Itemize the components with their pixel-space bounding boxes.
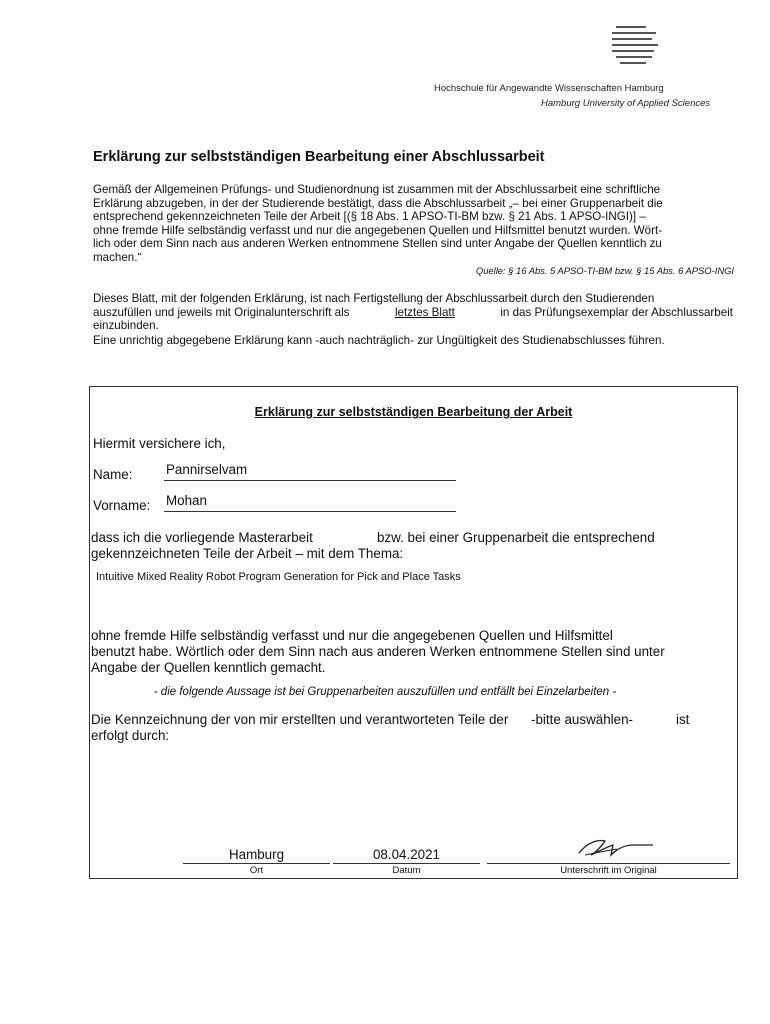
intro-line: machen.“ xyxy=(93,250,142,264)
statement-line: ohne fremde Hilfe selbständig verfasst und nur die angegebenen Quellen und Hilfsmittel xyxy=(91,628,613,643)
datum-label: Datum xyxy=(392,865,421,876)
instructions-line: einzubinden. xyxy=(93,319,159,333)
statement-text: bzw. bei einer Gruppenarbeit die entsprechend xyxy=(377,530,655,545)
signature-label: Unterschrift im Original xyxy=(560,865,657,876)
instructions-text: auszufüllen und jeweils mit Originalunterschrift als xyxy=(93,305,350,319)
form-title: Erklärung zur selbstständigen Bearbeitung der Arbeit xyxy=(254,405,573,419)
instructions-line: Dieses Blatt, mit der folgenden Erklärung, ist nach Fertigstellung der Abschlussarbeit durch den Studierenden xyxy=(93,292,655,305)
intro-line: lich oder dem Sinn nach aus anderen Werken entnommene Stellen sind unter Angabe der Quellen kenntlich zu xyxy=(93,237,662,251)
ort-label: Ort xyxy=(249,865,264,876)
part-selection-dropdown[interactable]: -bitte auswählen- xyxy=(531,712,633,727)
vorname-value: Mohan xyxy=(166,493,207,508)
thesis-topic-field[interactable]: Intuitive Mixed Reality Robot Program Generation for Pick and Place Tasks xyxy=(96,571,461,583)
intro-line: Gemäß der Allgemeinen Prüfungs- und Studienordnung ist zusammen mit der Abschlussarbeit eine schriftliche xyxy=(93,183,661,196)
ort-field[interactable]: Hamburg xyxy=(228,847,285,862)
statement-line: benutzt habe. Wörtlich oder dem Sinn nach aus anderen Werken entnommene Stellen sind unter xyxy=(91,644,665,659)
name-label: Name: xyxy=(93,467,133,482)
haw-logo xyxy=(612,26,662,66)
document-title: Erklärung zur selbstständigen Bearbeitung einer Abschlussarbeit xyxy=(93,149,545,165)
signature-image xyxy=(565,833,655,863)
statement-text: gekennzeichneten Teile der Arbeit – mit dem Thema: xyxy=(91,546,404,561)
datum-line xyxy=(333,863,480,864)
kennzeichnung-text: ist xyxy=(676,712,690,727)
instructions-text: in das Prüfungsexemplar der Abschlussarbeit xyxy=(500,305,733,319)
signature-line xyxy=(487,863,730,864)
intro-line: Erklärung abzugeben, in der der Studierende bestätigt, dass die Abschlussarbeit „– bei einer Gruppenarbeit die xyxy=(93,196,663,210)
form-intro: Hiermit versichere ich, xyxy=(93,436,226,451)
intro-line: entsprechend gekennzeichneten Teile der Arbeit [(§ 18 Abs. 1 APSO-TI-BM bzw. § 21 Abs. 1 APSO-INGI)] – xyxy=(93,210,646,224)
kennzeichnung-text: erfolgt durch: xyxy=(91,728,170,743)
datum-field[interactable]: 08.04.2021 xyxy=(372,847,441,862)
ort-line xyxy=(183,863,330,864)
name-value: Pannirselvam xyxy=(166,462,248,477)
statement-line: Angabe der Quellen kenntlich gemacht. xyxy=(91,660,326,675)
university-name-de: Hochschule für Angewandte Wissenschaften Hamburg xyxy=(434,83,664,94)
intro-paragraph xyxy=(93,183,733,265)
kennzeichnung-text: Die Kennzeichnung der von mir erstellten und verantworteten Teile der xyxy=(91,712,509,727)
university-name-en: Hamburg University of Applied Sciences xyxy=(541,98,711,109)
vorname-label: Vorname: xyxy=(93,498,151,513)
instructions-paragraph xyxy=(93,292,733,333)
instructions-line xyxy=(93,306,733,320)
warning-paragraph xyxy=(93,334,733,348)
statement-text: dass ich die vorliegende Masterarbeit xyxy=(91,530,313,545)
last-page-link: letztes Blatt xyxy=(394,305,455,319)
vorname-field[interactable] xyxy=(164,493,456,512)
intro-line: ohne fremde Hilfe selbständig verfasst und nur die angegebenen Quellen und Hilfsmittel benutzt wurden. Wört- xyxy=(93,223,663,237)
warning-text: Eine unrichtig abgegebene Erklärung kann -auch nachträglich- zur Ungültigkeit des Studienabschlusses führen. xyxy=(93,334,665,347)
group-work-note: - die folgende Aussage ist bei Gruppenarbeiten auszufüllen und entfällt bei Einzelarbeiten - xyxy=(153,686,617,698)
source-citation: Quelle: § 16 Abs. 5 APSO-TI-BM bzw. § 15 Abs. 6 APSO-INGI xyxy=(475,265,734,276)
name-field[interactable] xyxy=(164,462,456,481)
statement-paragraph xyxy=(91,628,665,676)
